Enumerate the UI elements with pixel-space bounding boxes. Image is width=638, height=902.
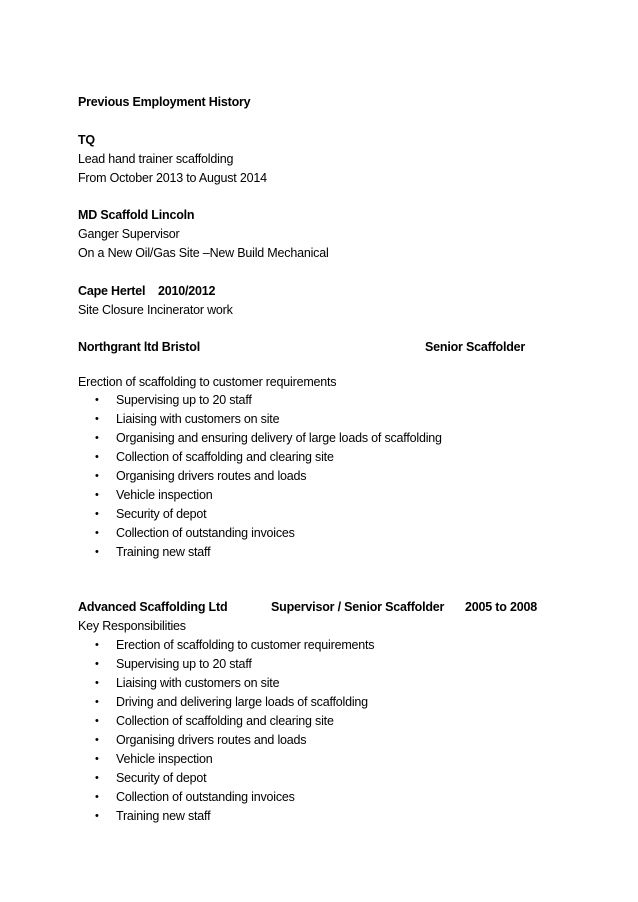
company-tq: TQ [78,133,95,147]
list-item-text: Vehicle inspection [116,752,213,766]
bullet-icon: • [95,791,99,803]
bullet-icon: • [95,546,99,558]
dates-cape: 2010/2012 [158,284,216,298]
bullet-icon: • [95,677,99,689]
list-item-text: Vehicle inspection [116,488,213,502]
company-northgrant: Northgrant ltd Bristol [78,340,200,354]
intro-northgrant: Erection of scaffolding to customer requirements [78,375,337,389]
bullet-icon: • [95,432,99,444]
list-item-text: Collection of scaffolding and clearing site [116,450,334,464]
bullet-icon: • [95,508,99,520]
list-item-text: Supervising up to 20 staff [116,393,252,407]
dates-advanced: 2005 to 2008 [465,600,537,614]
list-item-text: Liaising with customers on site [116,412,280,426]
detail-cape: Site Closure Incinerator work [78,303,233,317]
role-northgrant: Senior Scaffolder [425,340,526,354]
list-item-text: Erection of scaffolding to customer requirements [116,638,375,652]
list-item-text: Supervising up to 20 staff [116,657,252,671]
bullet-icon: • [95,734,99,746]
list-item-text: Collection of outstanding invoices [116,790,295,804]
company-md: MD Scaffold Lincoln [78,208,195,222]
role-tq: Lead hand trainer scaffolding [78,152,234,166]
bullet-icon: • [95,810,99,822]
bullet-icon: • [95,394,99,406]
list-item-text: Collection of scaffolding and clearing site [116,714,334,728]
bullet-icon: • [95,527,99,539]
list-item-text: Organising drivers routes and loads [116,733,307,747]
bullet-icon: • [95,489,99,501]
bullet-icon: • [95,715,99,727]
bullet-icon: • [95,413,99,425]
role-md: Ganger Supervisor [78,227,180,241]
bullet-icon: • [95,772,99,784]
bullet-icon: • [95,658,99,670]
page-heading: Previous Employment History [78,95,251,109]
bullet-icon: • [95,753,99,765]
list-item-text: Security of depot [116,771,207,785]
role-advanced: Supervisor / Senior Scaffolder [271,600,445,614]
detail-md: On a New Oil/Gas Site –New Build Mechanical [78,246,329,260]
company-cape: Cape Hertel [78,284,146,298]
list-item-text: Collection of outstanding invoices [116,526,295,540]
bullet-icon: • [95,470,99,482]
bullet-icon: • [95,639,99,651]
list-item-text: Liaising with customers on site [116,676,280,690]
bullet-icon: • [95,451,99,463]
list-item-text: Training new staff [116,545,211,559]
dates-tq: From October 2013 to August 2014 [78,171,267,185]
list-item-text: Driving and delivering large loads of scaffolding [116,695,368,709]
list-item-text: Security of depot [116,507,207,521]
list-item-text: Organising drivers routes and loads [116,469,307,483]
intro-advanced: Key Responsibilities [78,619,186,633]
list-item-text: Organising and ensuring delivery of large loads of scaffolding [116,431,442,445]
bullet-icon: • [95,696,99,708]
company-advanced: Advanced Scaffolding Ltd [78,600,228,614]
list-item-text: Training new staff [116,809,211,823]
